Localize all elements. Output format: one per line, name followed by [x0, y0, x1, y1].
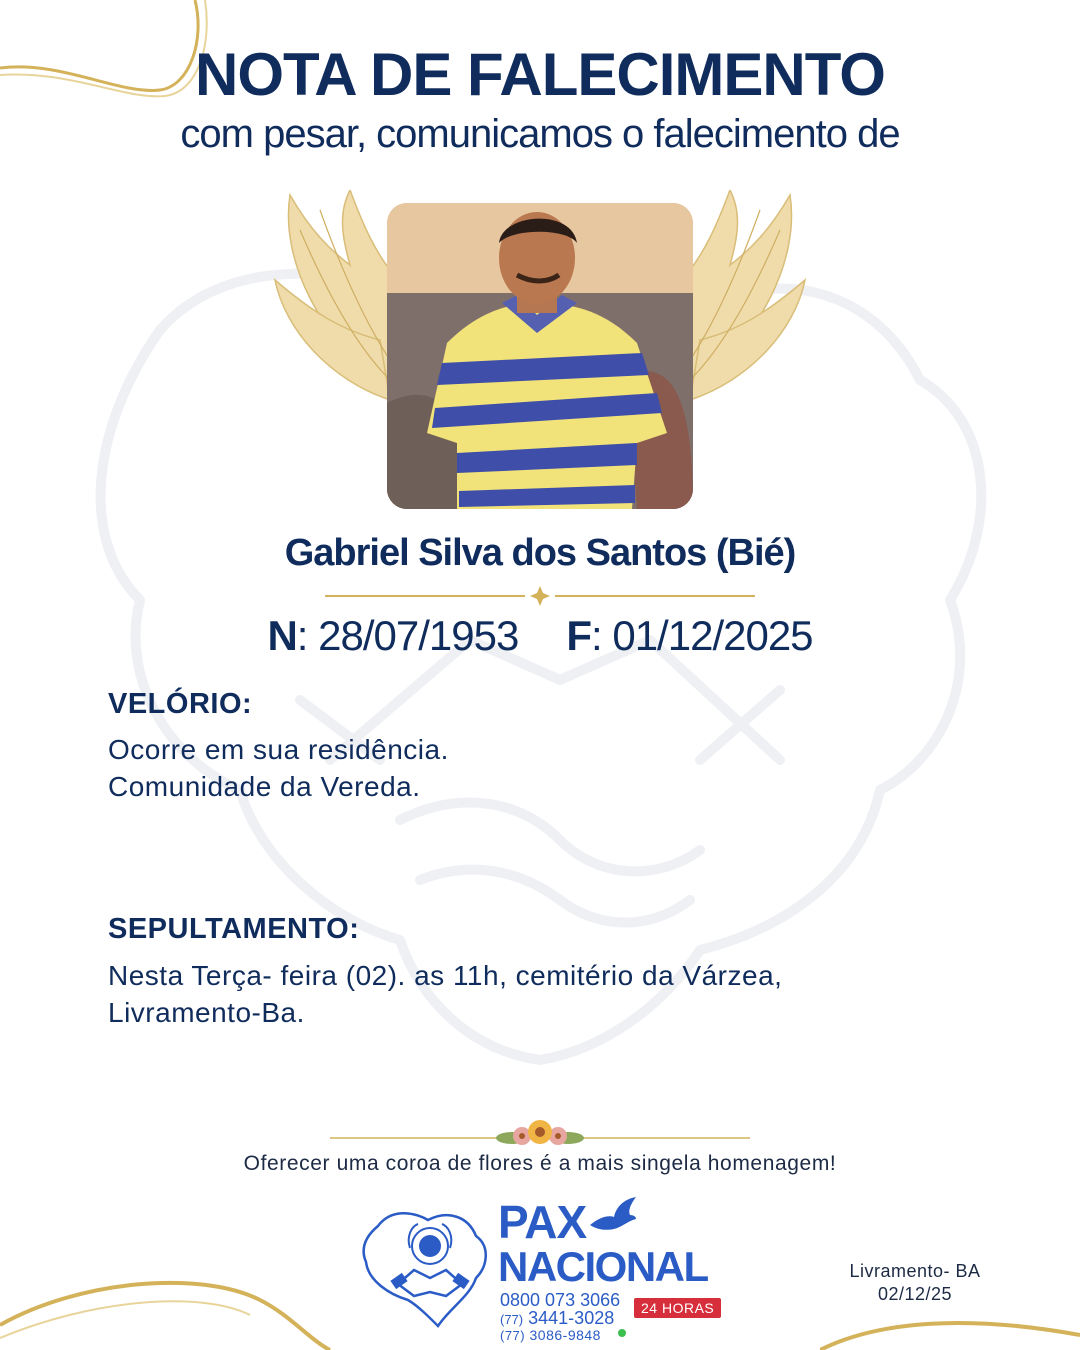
phone-whatsapp	[500, 1327, 601, 1343]
page-subtitle: com pesar, comunicamos o falecimento de	[180, 112, 900, 156]
portrait-photo	[387, 203, 693, 509]
brand-name-line-2: NACIONAL	[498, 1243, 708, 1290]
flower-garland-icon	[330, 1108, 750, 1156]
burial-title: SEPULTAMENTO:	[108, 913, 360, 945]
phone-landline-prefix: (77)	[500, 1312, 524, 1327]
date-text: 02/12/25	[877, 1284, 953, 1304]
place-text: Livramento- BA	[849, 1261, 981, 1281]
burial-line-2: Livramento-Ba.	[108, 997, 305, 1028]
sparkle-icon	[530, 586, 550, 606]
death-label: F	[566, 612, 591, 659]
death-date: : 01/12/2025	[591, 612, 813, 659]
whatsapp-icon	[618, 1329, 626, 1337]
phone-landline-number: 3441-3028	[528, 1308, 615, 1328]
brazil-map-handshake-icon	[358, 1196, 494, 1332]
brand-name-line-1: PAX	[498, 1196, 587, 1248]
dove-icon	[588, 1195, 638, 1235]
gold-swoosh-bottom-right	[820, 1300, 1080, 1350]
homage-text: Oferecer uma coroa de flores é a mais singela homenagem!	[243, 1152, 837, 1175]
page-title: NOTA DE FALECIMENTO	[195, 41, 885, 108]
place-date	[830, 1260, 1000, 1306]
phone-whatsapp-number: 3086-9848	[529, 1327, 601, 1343]
wake-line-2: Comunidade da Vereda.	[108, 771, 421, 802]
dates-row	[0, 612, 1080, 660]
wake-line-1: Ocorre em sua residência.	[108, 734, 449, 765]
phone-tollfree: 0800 073 3066	[500, 1290, 621, 1310]
wake-title: VELÓRIO:	[108, 688, 253, 720]
phone-landline	[500, 1308, 614, 1329]
burial-line-1: Nesta Terça- feira (02). as 11h, cemitério da Várzea,	[108, 960, 783, 991]
phone-whatsapp-prefix: (77)	[500, 1328, 526, 1343]
gold-swoosh-bottom-left	[0, 1270, 340, 1350]
birth-date: : 28/07/1953	[296, 612, 519, 659]
gold-divider	[325, 584, 755, 608]
deceased-name: Gabriel Silva dos Santos (Bié)	[284, 532, 796, 574]
birth-label: N	[267, 612, 297, 659]
24h-badge: 24 HORAS	[634, 1298, 721, 1318]
